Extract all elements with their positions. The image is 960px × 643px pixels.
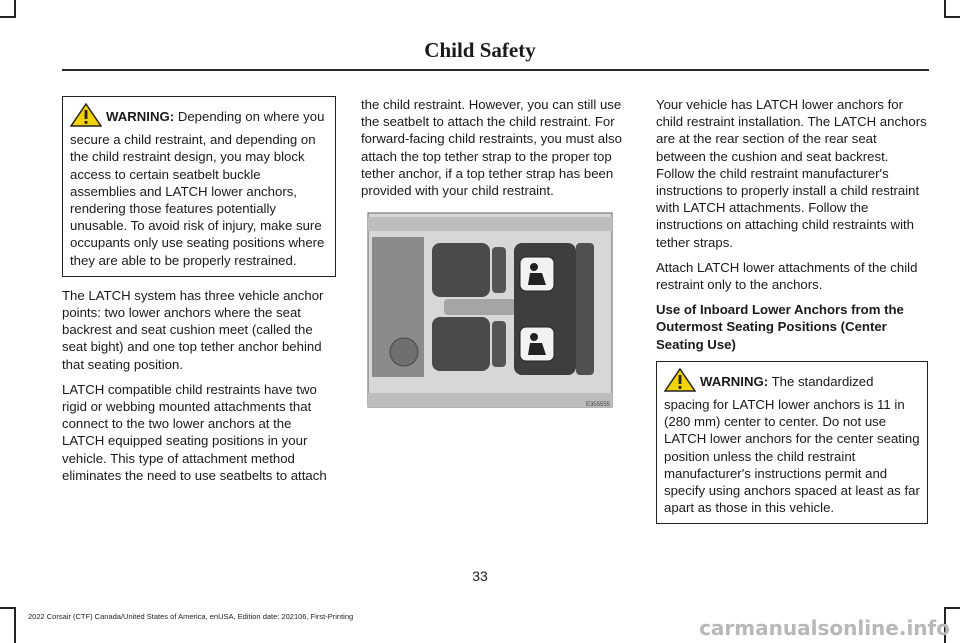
crop-mark — [944, 607, 960, 609]
warning-box — [62, 96, 336, 277]
child-seat-icon — [520, 327, 554, 361]
section-heading: Use of Inboard Lower Anchors from the Outermost Seating Positions (Center Seating Use) — [656, 302, 904, 352]
column-2 — [361, 96, 631, 207]
watermark: carmanualsonline.info — [699, 616, 950, 640]
crop-mark — [0, 16, 16, 18]
column-3 — [656, 96, 928, 534]
column-1 — [62, 96, 336, 492]
latch-anchor-figure — [364, 207, 616, 412]
warning-label: WARNING: — [106, 109, 175, 124]
warning-box — [656, 361, 928, 525]
warning-text: The standardized spacing for LATCH lower anchors is 11 in (280 mm) center to center. Do not use LATCH lower anchors for the center seating position unless the child restraint manufacturer's instructions permit and specify using anchors spaced at least as far apart as those in this vehicle. — [664, 373, 920, 516]
crop-mark — [944, 16, 960, 18]
page-title: Child Safety — [424, 38, 536, 62]
warning-triangle-icon — [70, 103, 102, 131]
warning-text: Depending on where you secure a child restraint, and depending on the child restraint design, you may block access to certain seatbelt buckle assemblies and LATCH lower anchors, rendering those features potentially unusable. To avoid risk of injury, make sure occupants only use seating positions where they are able to be properly restrained. — [70, 109, 325, 268]
footer-edition: 2022 Corsair (CTF) Canada/United States of America, enUSA, Edition date: 202106, First-Printing — [28, 612, 354, 621]
paragraph: Attach LATCH lower attachments of the child restraint only to the anchors. — [656, 259, 918, 293]
paragraph: the child restraint. However, you can still use the seatbelt to attach the child restraint. For forward-facing child restraints, you must also attach the top tether strap to the proper top tether anchor, if a top tether strap has been provided with your child restraint. — [361, 97, 622, 199]
warning-triangle-icon — [664, 368, 696, 396]
vehicle-interior-illustration — [364, 207, 616, 412]
warning-label: WARNING: — [700, 373, 769, 389]
crop-mark — [0, 607, 16, 609]
paragraph: The LATCH system has three vehicle anchor points: two lower anchors where the seat backrest and seat cushion meet (called the seat bight) and one top tether anchor behind that seating position. — [62, 287, 324, 372]
child-seat-icon — [520, 257, 554, 291]
figure-id: E355555 — [585, 402, 610, 408]
paragraph: Your vehicle has LATCH lower anchors for child restraint installation. The LATCH anchors are at the rear section of the rear seat between the cushion and seat backrest. Follow the child restraint manufacturer's instructions to properly install a child restraint with LATCH attachments. Follow the instructions on attaching child restraints with tether straps. — [656, 97, 927, 250]
header-divider — [62, 69, 929, 71]
page-number: 33 — [472, 568, 488, 584]
crop-mark — [14, 607, 16, 643]
paragraph: LATCH compatible child restraints have two rigid or webbing mounted attachments that connect to the two lower anchors at the LATCH equipped seating positions in your vehicle. This type of attachment method eliminates the need to use seatbelts to attach — [62, 381, 327, 483]
